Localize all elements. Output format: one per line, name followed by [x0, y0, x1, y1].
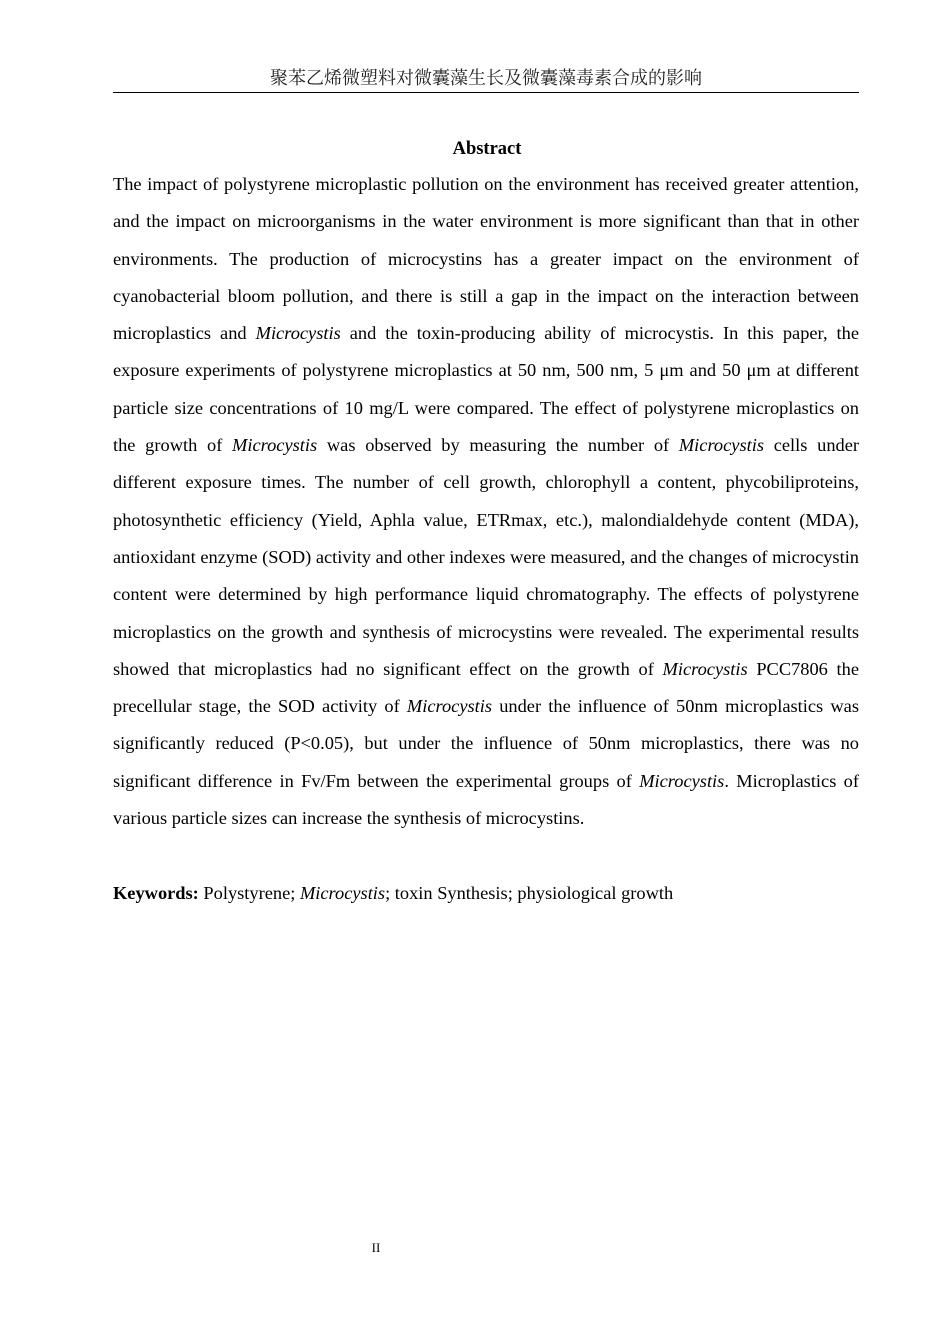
abstract-text: The impact of polystyrene microplastic pollution on the environment has received greater attention, and the impact on microorganisms in the water environment is more significant than that in other environments. The production of microcystins has a greater impact on the environment of cyanobacterial bloom pollution, and there is still a gap in the impact on the interaction between microplastics and: [113, 174, 859, 344]
genus-name: Microcystis: [406, 696, 493, 717]
abstract-text: under the influence of 50nm microplastics was significantly reduced (P<0.05), but under the influence of 50nm microplastics, there was no significant difference in Fv/Fm between the experimental groups of: [113, 696, 859, 791]
genus-name: Microcystis: [662, 658, 748, 679]
keyword-text: ; toxin Synthesis; physiological growth: [385, 883, 674, 903]
genus-name: Microcystis: [639, 770, 725, 791]
abstract-body: [113, 166, 859, 837]
genus-name: Microcystis: [232, 435, 318, 456]
running-header: 聚苯乙烯微塑料对微囊藻生长及微囊藻毒素合成的影响: [113, 66, 859, 93]
genus-name: Microcystis: [255, 323, 341, 344]
keyword-genus: Microcystis: [299, 883, 386, 903]
abstract-text: and the toxin-producing ability of microcystis. In this paper, the exposure experiments of polystyrene microplastics at 50 nm, 500 nm, 5 μm and 50 μm at different particle size concentrations of 10 mg/L were compared. The effect of polystyrene microplastics on the growth of: [113, 323, 860, 456]
abstract-text: PCC7806 the precellular stage, the SOD activity of: [113, 658, 859, 717]
genus-name: Microcystis: [678, 435, 764, 456]
keyword-text: Polystyrene;: [198, 883, 300, 903]
abstract-text: . Microplastics of various particle sizes can increase the synthesis of microcystins.: [113, 770, 859, 829]
abstract-text: was observed by measuring the number of: [317, 435, 679, 456]
keywords-line: [113, 879, 859, 907]
keywords-label: Keywords:: [113, 883, 199, 903]
page-number: II: [371, 1240, 381, 1255]
abstract-title: Abstract: [452, 139, 522, 159]
abstract-text: cells under different exposure times. The number of cell growth, chlorophyll a content, phycobiliproteins, photosynthetic efficiency (Yield, Aphla value, ETRmax, etc.), malondialdehyde content (MDA), antioxidant enzyme (SOD) activity and other indexes were measured, and the changes of microcystin content were determined by high performance liquid chromatography. The effects of polystyrene microplastics on the growth and synthesis of microcystins were revealed. The experimental results showed that microplastics had no significant effect on the growth of: [113, 435, 859, 679]
